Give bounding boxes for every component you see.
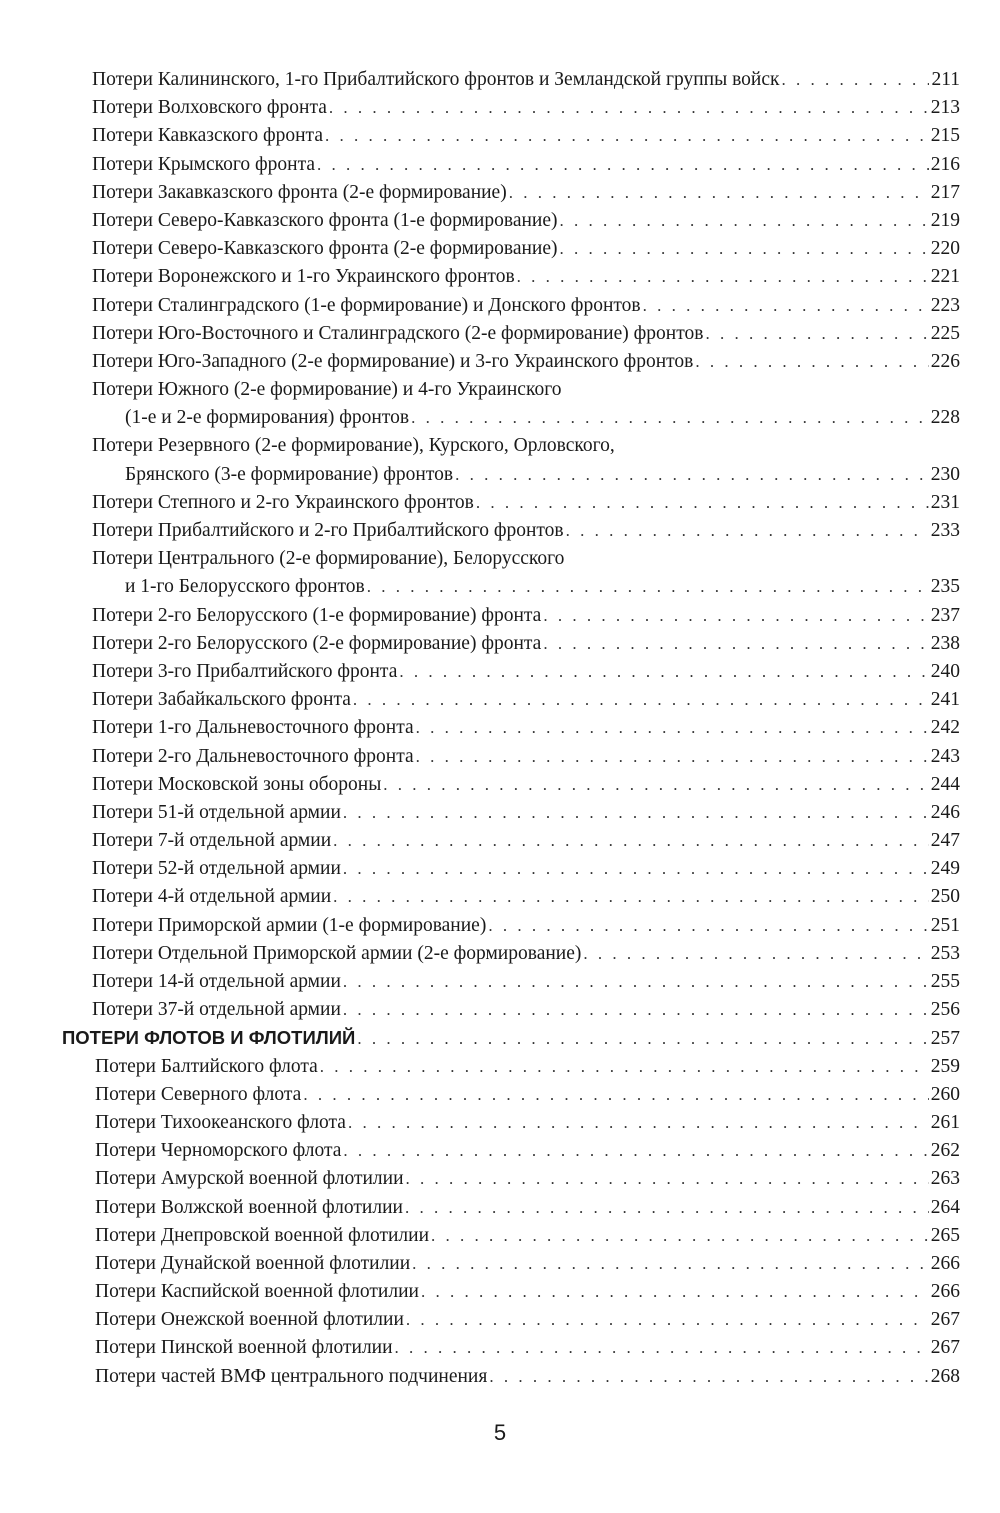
dot-leader <box>357 1025 928 1053</box>
dot-leader <box>431 1222 929 1250</box>
toc-entry-page: 265 <box>930 1224 960 1246</box>
toc-entry-title: Потери Дунайской военной флотилии <box>95 1252 411 1274</box>
toc-entry-title: Потери Балтийского флота <box>95 1055 318 1077</box>
dot-leader <box>329 94 929 122</box>
toc-entry-title: Потери 4-й отдельной армии <box>92 886 332 908</box>
toc-entry-kalinin-front <box>0 66 1000 94</box>
toc-entry-51st-army <box>0 799 1000 827</box>
dot-leader <box>643 292 929 320</box>
toc-entry-14th-army <box>0 968 1000 996</box>
toc-entry-page: 242 <box>930 717 960 739</box>
toc-entry-primorsky-army-2 <box>0 940 1000 968</box>
toc-entry-moscow-defense-zone <box>0 771 1000 799</box>
toc-entry-northern-fleet <box>0 1081 1000 1109</box>
dot-leader <box>367 573 929 601</box>
dot-leader <box>416 714 929 742</box>
dot-leader <box>333 883 929 911</box>
toc-entry-title: Потери Черноморского флота <box>95 1140 342 1162</box>
toc-entry-title: Потери частей ВМФ центрального подчинения <box>95 1365 488 1387</box>
toc-entry-southern-front-line1 <box>0 376 1000 404</box>
dot-leader <box>406 1306 929 1334</box>
toc-entry-2nd-belorussian-front-2 <box>0 630 1000 658</box>
dot-leader <box>583 940 928 968</box>
toc-entry-title: Потери Приморской армии (1-е формирование) <box>92 914 487 936</box>
toc-entry-title: Потери Прибалтийского и 2-го Прибалтийского фронтов <box>92 520 564 541</box>
dot-leader <box>343 996 929 1024</box>
toc-entry-title: Потери Отдельной Приморской армии (2-е формирование) <box>92 942 582 964</box>
toc-entry-caucasus-front <box>0 122 1000 150</box>
toc-entry-page: 266 <box>930 1281 960 1303</box>
dot-leader <box>489 1363 928 1391</box>
toc-entry-title: Потери Забайкальского фронта <box>92 689 351 711</box>
toc-entry-page: 213 <box>930 97 960 119</box>
toc-entry-page: 256 <box>930 999 960 1021</box>
toc-entry-title: Потери Резервного (2-е формирование), Курского, Орловского, <box>92 435 615 457</box>
toc-entry-page: 241 <box>930 689 960 711</box>
dot-leader <box>395 1334 929 1362</box>
toc-entry-voronezh-front <box>0 263 1000 291</box>
toc-entry-1st-far-east-front <box>0 714 1000 742</box>
toc-entry-transcaucasus-front <box>0 179 1000 207</box>
toc-entry-baltic-fleet <box>0 1053 1000 1081</box>
toc-entry-transbaikal-front <box>0 686 1000 714</box>
toc-entry-page: 266 <box>930 1252 960 1274</box>
toc-entry-central-front-line2 <box>0 573 1000 601</box>
dot-leader <box>455 461 929 489</box>
toc-entry-page: 226 <box>930 350 960 372</box>
toc-entry-title: Потери Кавказского фронта <box>92 125 323 147</box>
toc-entry-37th-army <box>0 996 1000 1024</box>
toc-entry-southern-front-line2 <box>0 404 1000 432</box>
toc-entry-page: 215 <box>930 125 960 147</box>
toc-entry-caspian-flotilla <box>0 1278 1000 1306</box>
dot-leader <box>333 827 929 855</box>
dot-leader <box>705 320 928 348</box>
dot-leader <box>317 151 929 179</box>
toc-entry-title: (1-е и 2-е формирования) фронтов <box>125 407 410 429</box>
toc-entry-southeast-front <box>0 320 1000 348</box>
toc-entry-page: 264 <box>930 1196 960 1218</box>
toc-entry-title: Потери Юго-Западного (2-е формирование) и 3-го Украинского фронтов <box>92 350 694 372</box>
toc-entry-title: Потери Северо-Кавказского фронта (1-е формирование) <box>92 209 558 231</box>
toc-entry-title: Потери 37-й отдельной армии <box>92 999 341 1021</box>
dot-leader <box>560 235 929 263</box>
toc-entry-title: Потери Пинской военной флотилии <box>95 1337 393 1359</box>
toc-entry-title: Потери 1-го Дальневосточного фронта <box>92 717 414 739</box>
toc-entry-page: 247 <box>930 830 960 852</box>
dot-leader <box>325 122 929 150</box>
toc-entry-danube-flotilla <box>0 1250 1000 1278</box>
toc-entry-volga-flotilla <box>0 1194 1000 1222</box>
toc-entry-title: Потери 7-й отдельной армии <box>92 830 332 852</box>
toc-entry-crimea-front <box>0 151 1000 179</box>
dot-leader <box>476 489 929 517</box>
toc-entry-title: Потери 2-го Белорусского (1-е формирование) фронта <box>92 604 542 626</box>
dot-leader <box>781 66 929 94</box>
toc-entry-north-caucasus-front-1 <box>0 207 1000 235</box>
toc-entry-title: Потери Крымского фронта <box>92 153 316 175</box>
toc-entry-baltic-front <box>0 517 1000 545</box>
toc-entry-title: Потери Сталинградского (1-е формирование) и Донского фронтов <box>92 294 641 316</box>
dot-leader <box>353 686 929 714</box>
toc-entry-page: 249 <box>930 858 960 880</box>
toc-entry-page: 235 <box>930 576 960 598</box>
toc-entry-central-front-line1 <box>0 545 1000 573</box>
dot-leader <box>399 658 928 686</box>
toc-entry-page: 259 <box>930 1055 960 1077</box>
toc-entry-title: Потери Каспийской военной флотилии <box>95 1281 419 1303</box>
toc-entry-page: 246 <box>930 801 960 823</box>
toc-entry-pacific-fleet <box>0 1109 1000 1137</box>
toc-entry-title: Потери 14-й отдельной армии <box>92 971 341 992</box>
toc-entry-page: 244 <box>930 773 960 795</box>
toc-entry-page: 221 <box>930 266 960 288</box>
toc-entry-title: Потери Закавказского фронта (2-е формирование) <box>92 181 507 203</box>
toc-section-title: ПОТЕРИ ФЛОТОВ И ФЛОТИЛИЙ <box>62 1027 356 1049</box>
toc-entry-page: 243 <box>930 745 960 767</box>
toc-entry-page: 223 <box>930 294 960 316</box>
toc-entry-page: 263 <box>930 1168 960 1190</box>
toc-entry-title: Потери Юго-Восточного и Сталинградского (2-е формирование) фронтов <box>92 322 704 344</box>
toc-entry-page: 257 <box>930 1028 960 1050</box>
toc-entry-title: Потери 52-й отдельной армии <box>92 858 341 880</box>
toc-entry-page: 240 <box>930 660 960 682</box>
toc-entry-page: 267 <box>930 1309 960 1331</box>
toc-entry-title: Потери Воронежского и 1-го Украинского фронтов <box>92 266 515 288</box>
dot-leader <box>348 1109 929 1137</box>
toc-entry-page: 268 <box>930 1365 960 1387</box>
toc-entry-page: 220 <box>930 238 960 260</box>
toc-entry-page: 231 <box>930 491 960 513</box>
dot-leader <box>343 855 929 883</box>
toc-entry-amur-flotilla <box>0 1165 1000 1193</box>
dot-leader <box>416 743 929 771</box>
toc-entry-52nd-army <box>0 855 1000 883</box>
toc-entry-title: Потери Южного (2-е формирование) и 4-го Украинского <box>92 379 562 401</box>
toc-entry-page: 261 <box>930 1111 960 1133</box>
dot-leader <box>566 517 929 545</box>
dot-leader <box>543 602 928 630</box>
dot-leader <box>411 404 929 432</box>
toc-entry-page: 225 <box>930 322 960 344</box>
toc-entry-4th-army <box>0 883 1000 911</box>
toc-entry-title: Потери 3-го Прибалтийского фронта <box>92 660 398 682</box>
dot-leader <box>543 630 928 658</box>
toc-entry-dnieper-flotilla <box>0 1222 1000 1250</box>
toc-entry-title: Потери Северного флота <box>95 1083 302 1105</box>
dot-leader <box>303 1081 928 1109</box>
dot-leader <box>560 207 929 235</box>
toc-entry-title: Потери Волжской военной флотилии <box>95 1196 403 1218</box>
toc-entry-title: Потери Московской зоны обороны <box>92 773 382 795</box>
toc-entry-primorsky-army-1 <box>0 912 1000 940</box>
toc-entry-page: 262 <box>930 1140 960 1162</box>
toc-entry-page: 238 <box>930 632 960 654</box>
toc-entry-black-sea-fleet <box>0 1137 1000 1165</box>
toc-entry-page: 216 <box>930 153 960 175</box>
toc-entry-pinsk-flotilla <box>0 1334 1000 1362</box>
toc-entry-title: Брянского (3-е формирование) фронтов <box>125 463 454 485</box>
toc-entry-page: 228 <box>930 407 960 429</box>
toc-entry-page: 211 <box>931 69 960 90</box>
toc-entry-title: Потери Центрального (2-е формирование), Белорусского <box>92 548 565 570</box>
toc-entry-title: Потери Северо-Кавказского фронта (2-е формирование) <box>92 238 558 260</box>
toc-entry-title: Потери Волховского фронта <box>92 97 327 119</box>
toc-entry-title: Потери Амурской военной флотилии <box>95 1168 404 1190</box>
toc-entry-title: Потери Степного и 2-го Украинского фронтов <box>92 491 474 513</box>
toc-entry-page: 230 <box>930 463 960 485</box>
toc-entry-reserve-front-line2 <box>0 461 1000 489</box>
table-of-contents <box>0 66 1000 1391</box>
dot-leader <box>695 348 928 376</box>
toc-entry-7th-army <box>0 827 1000 855</box>
toc-entry-2nd-far-east-front <box>0 743 1000 771</box>
dot-leader <box>343 968 929 996</box>
toc-section-fleets <box>0 1024 1000 1052</box>
dot-leader <box>343 799 929 827</box>
dot-leader <box>421 1278 929 1306</box>
toc-entry-volkhov-front <box>0 94 1000 122</box>
toc-entry-title: Потери Онежской военной флотилии <box>95 1309 404 1331</box>
toc-entry-title: Потери 2-го Дальневосточного фронта <box>92 745 414 767</box>
dot-leader <box>405 1194 929 1222</box>
toc-entry-page: 267 <box>930 1337 960 1359</box>
dot-leader <box>383 771 928 799</box>
dot-leader <box>406 1165 929 1193</box>
toc-entry-southwest-front <box>0 348 1000 376</box>
toc-entry-title: Потери Тихоокеанского флота <box>95 1111 346 1133</box>
toc-entry-2nd-belorussian-front-1 <box>0 602 1000 630</box>
toc-entry-page: 237 <box>930 604 960 626</box>
toc-entry-page: 219 <box>930 209 960 231</box>
dot-leader <box>517 263 929 291</box>
toc-entry-page: 255 <box>930 971 960 992</box>
toc-entry-north-caucasus-front-2 <box>0 235 1000 263</box>
toc-entry-title: Потери Днепровской военной флотилии <box>95 1224 430 1246</box>
toc-entry-page: 233 <box>930 520 960 541</box>
toc-entry-3rd-baltic-front <box>0 658 1000 686</box>
toc-entry-page: 250 <box>930 886 960 908</box>
toc-entry-reserve-front-line1 <box>0 432 1000 460</box>
toc-entry-page: 260 <box>930 1083 960 1105</box>
toc-entry-navy-central-units <box>0 1363 1000 1391</box>
toc-entry-page: 253 <box>930 942 960 964</box>
toc-entry-steppe-front <box>0 489 1000 517</box>
dot-leader <box>412 1250 929 1278</box>
toc-entry-page: 217 <box>930 181 960 203</box>
toc-entry-onega-flotilla <box>0 1306 1000 1334</box>
toc-entry-page: 251 <box>930 914 960 936</box>
dot-leader <box>320 1053 929 1081</box>
dot-leader <box>343 1137 928 1165</box>
dot-leader <box>488 912 928 940</box>
page-number: 5 <box>493 1420 507 1445</box>
toc-entry-title: Потери 2-го Белорусского (2-е формирование) фронта <box>92 632 542 654</box>
toc-entry-title: и 1-го Белорусского фронтов <box>125 576 365 598</box>
toc-entry-stalingrad-front-1 <box>0 292 1000 320</box>
toc-entry-title: Потери 51-й отдельной армии <box>92 801 341 823</box>
dot-leader <box>509 179 929 207</box>
toc-entry-title: Потери Калининского, 1-го Прибалтийского фронтов и Земландской группы войск <box>92 69 780 90</box>
